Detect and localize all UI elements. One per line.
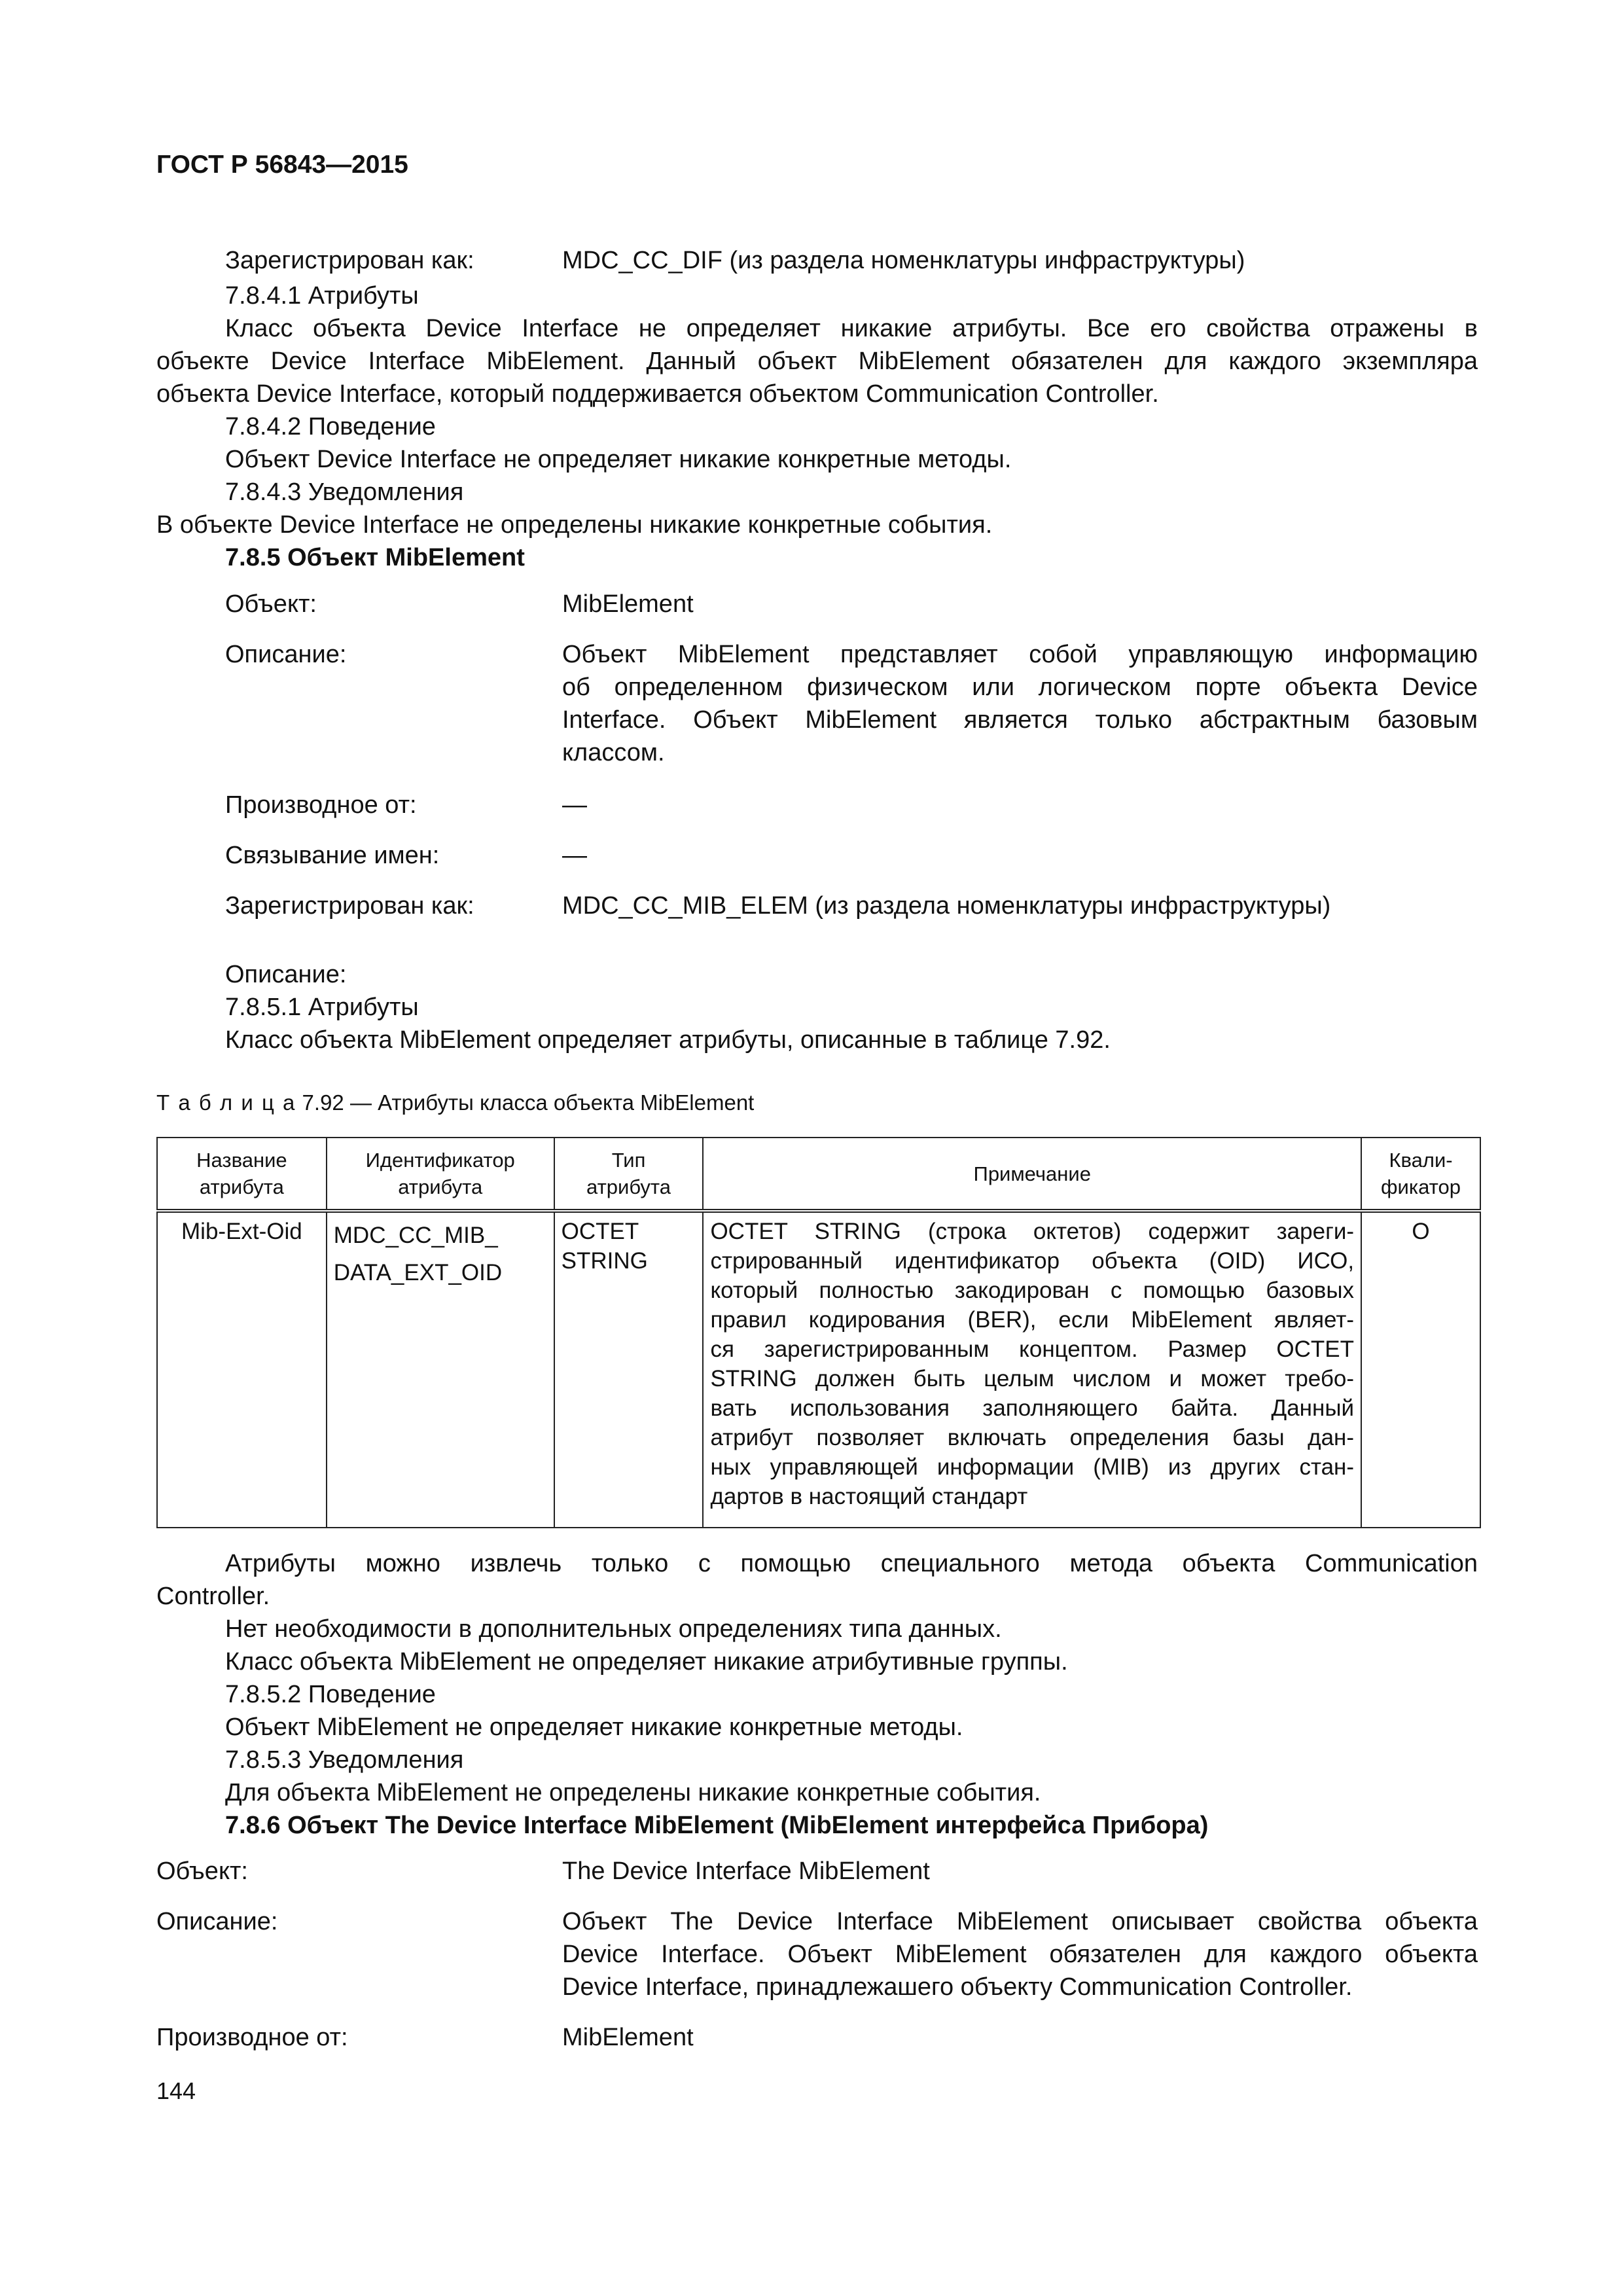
para-7851: Класс объекта MibElement определяет атрибуты, описанные в таблице 7.92. (225, 1026, 1111, 1054)
para-7842: Объект Device Interface не определяет никакие конкретные методы. (225, 446, 1012, 473)
page-number: 144 (156, 2077, 196, 2104)
note-line: STRING должен быть целым числом и может требо- (710, 1366, 1355, 1391)
cell-attribute-name: Mib-Ext-Oid (157, 1211, 327, 1528)
col-header-id (327, 1138, 554, 1211)
table-header-row (157, 1138, 1480, 1211)
cell-attribute-id-line1: MDC_CC_MIB_ (333, 1223, 498, 1248)
note-line: атрибут позволяет включать определения базы дан- (710, 1425, 1355, 1450)
cell-attribute-note (703, 1211, 1361, 1528)
note-line: OCTET STRING (строка октетов) содержит зареги- (710, 1219, 1355, 1244)
note-line: правил кодирования (BER), если MibElement являет- (710, 1307, 1355, 1333)
col-header-name-line2: атрибута (199, 1175, 284, 1198)
para-7841-line2: объекте Device Interface MibElement. Данный объект MibElement обязателен для каждого экземпляра (156, 348, 1478, 375)
para-7841-line1: Класс объекта Device Interface не определяет никакие атрибуты. Все его свойства отражены в (225, 315, 1478, 342)
desc-785-line3: Interface. Объект MibElement является только абстрактным базовым (562, 706, 1478, 734)
para-after-table-line1: Атрибуты можно извлечь только с помощью специального метода объекта Communication (225, 1550, 1478, 1577)
heading-7843: 7.8.4.3 Уведомления (225, 478, 464, 506)
heading-7842: 7.8.4.2 Поведение (225, 413, 436, 440)
col-header-qualifier-line1: Квали- (1389, 1149, 1453, 1172)
registered-label-785: Зарегистрирован как: (225, 892, 474, 920)
para-7853: Для объекта MibElement не определены никакие конкретные события. (225, 1779, 1041, 1806)
desc2-label-785: Описание: (225, 961, 347, 988)
desc-786-line3: Device Interface, принадлежашего объекту Communication Controller. (562, 1973, 1353, 2001)
derived-value-786: MibElement (562, 2024, 694, 2051)
col-header-type-line2: атрибута (586, 1175, 671, 1198)
col-header-qualifier-line2: фикатор (1381, 1175, 1461, 1198)
heading-7852: 7.8.5.2 Поведение (225, 1681, 436, 1708)
registered-value-785: MDC_CC_MIB_ELEM (из раздела номенклатуры инфраструктуры) (562, 892, 1331, 920)
cell-attribute-id (327, 1211, 554, 1528)
para-7841-line3: объекта Device Interface, который поддерживается объектом Communication Controller. (156, 380, 1159, 408)
note-line: стрированный идентификатор объекта (OID) ИСО, (710, 1248, 1355, 1274)
para-no-attr-groups: Класс объекта MibElement не определяет никакие атрибутивные группы. (225, 1648, 1068, 1676)
para-no-extra-types: Нет необходимости в дополнительных определениях типа данных. (225, 1615, 1002, 1643)
note-line: ных управляющей информации (MIB) из других стан- (710, 1454, 1355, 1480)
col-header-note: Примечание (703, 1138, 1361, 1211)
col-header-qualifier (1361, 1138, 1480, 1211)
desc-786-line2: Device Interface. Объект MibElement обязателен для каждого объекта (562, 1941, 1478, 1968)
note-line: который полностью закодирован с помощью базовых (710, 1278, 1355, 1303)
desc-label-785: Описание: (225, 641, 347, 668)
col-header-id-line1: Идентификатор (365, 1149, 515, 1172)
object-value-786: The Device Interface MibElement (562, 1857, 930, 1885)
naming-value-785: — (562, 842, 587, 869)
derived-label-786: Производное от: (156, 2024, 348, 2051)
note-line: ся зарегистрированным концептом. Размер OCTET (710, 1336, 1355, 1362)
para-7843: В объекте Device Interface не определены никакие конкретные события. (156, 511, 993, 539)
desc-label-786: Описание: (156, 1908, 278, 1935)
object-label-786: Объект: (156, 1857, 248, 1885)
heading-786: 7.8.6 Объект The Device Interface MibElement (MibElement интерфейса Прибора) (225, 1812, 1209, 1839)
derived-label-785: Производное от: (225, 791, 417, 819)
col-header-type (554, 1138, 704, 1211)
desc-785-line4: классом. (562, 739, 665, 766)
naming-label-785: Связывание имен: (225, 842, 440, 869)
table-caption-text: 7.92 — Атрибуты класса объекта MibElement (302, 1090, 755, 1115)
heading-7853: 7.8.5.3 Уведомления (225, 1746, 464, 1774)
attributes-table (156, 1137, 1481, 1528)
cell-attribute-qualifier: O (1361, 1211, 1480, 1528)
para-7852: Объект MibElement не определяет никакие конкретные методы. (225, 1713, 963, 1741)
desc-785-line1: Объект MibElement представляет собой управляющую информацию (562, 641, 1478, 668)
heading-7851: 7.8.5.1 Атрибуты (225, 994, 419, 1021)
desc-785-line2: об определенном физическом или логическом порте объекта Device (562, 673, 1478, 701)
derived-value-785: — (562, 791, 587, 819)
col-header-name-line1: Название (196, 1149, 287, 1172)
table-caption-prefix: Т а б л и ц а (156, 1090, 296, 1115)
cell-attribute-type (554, 1211, 704, 1528)
col-header-name (157, 1138, 327, 1211)
registered-label-784: Зарегистрирован как: (225, 247, 474, 274)
registered-value-784: MDC_CC_DIF (из раздела номенклатуры инфраструктуры) (562, 247, 1245, 274)
cell-attribute-type-line2: STRING (561, 1248, 648, 1274)
heading-7841: 7.8.4.1 Атрибуты (225, 282, 419, 310)
table-caption (156, 1089, 754, 1117)
col-header-id-line2: атрибута (398, 1175, 483, 1198)
table-row (157, 1211, 1480, 1528)
heading-785: 7.8.5 Объект MibElement (225, 544, 525, 571)
desc-786-line1: Объект The Device Interface MibElement описывает свойства объекта (562, 1908, 1478, 1935)
standard-header: ГОСТ Р 56843—2015 (156, 151, 408, 179)
cell-attribute-type-line1: OCTET (561, 1219, 639, 1244)
note-line: вать использования заполняющего байта. Данный (710, 1395, 1355, 1421)
cell-attribute-id-line2: DATA_EXT_OID (333, 1260, 503, 1285)
object-value-785: MibElement (562, 590, 694, 618)
col-header-type-line1: Тип (611, 1149, 646, 1172)
note-line: дартов в настоящий стандарт (710, 1484, 1028, 1509)
para-after-table-line2: Controller. (156, 1583, 270, 1610)
object-label-785: Объект: (225, 590, 317, 618)
